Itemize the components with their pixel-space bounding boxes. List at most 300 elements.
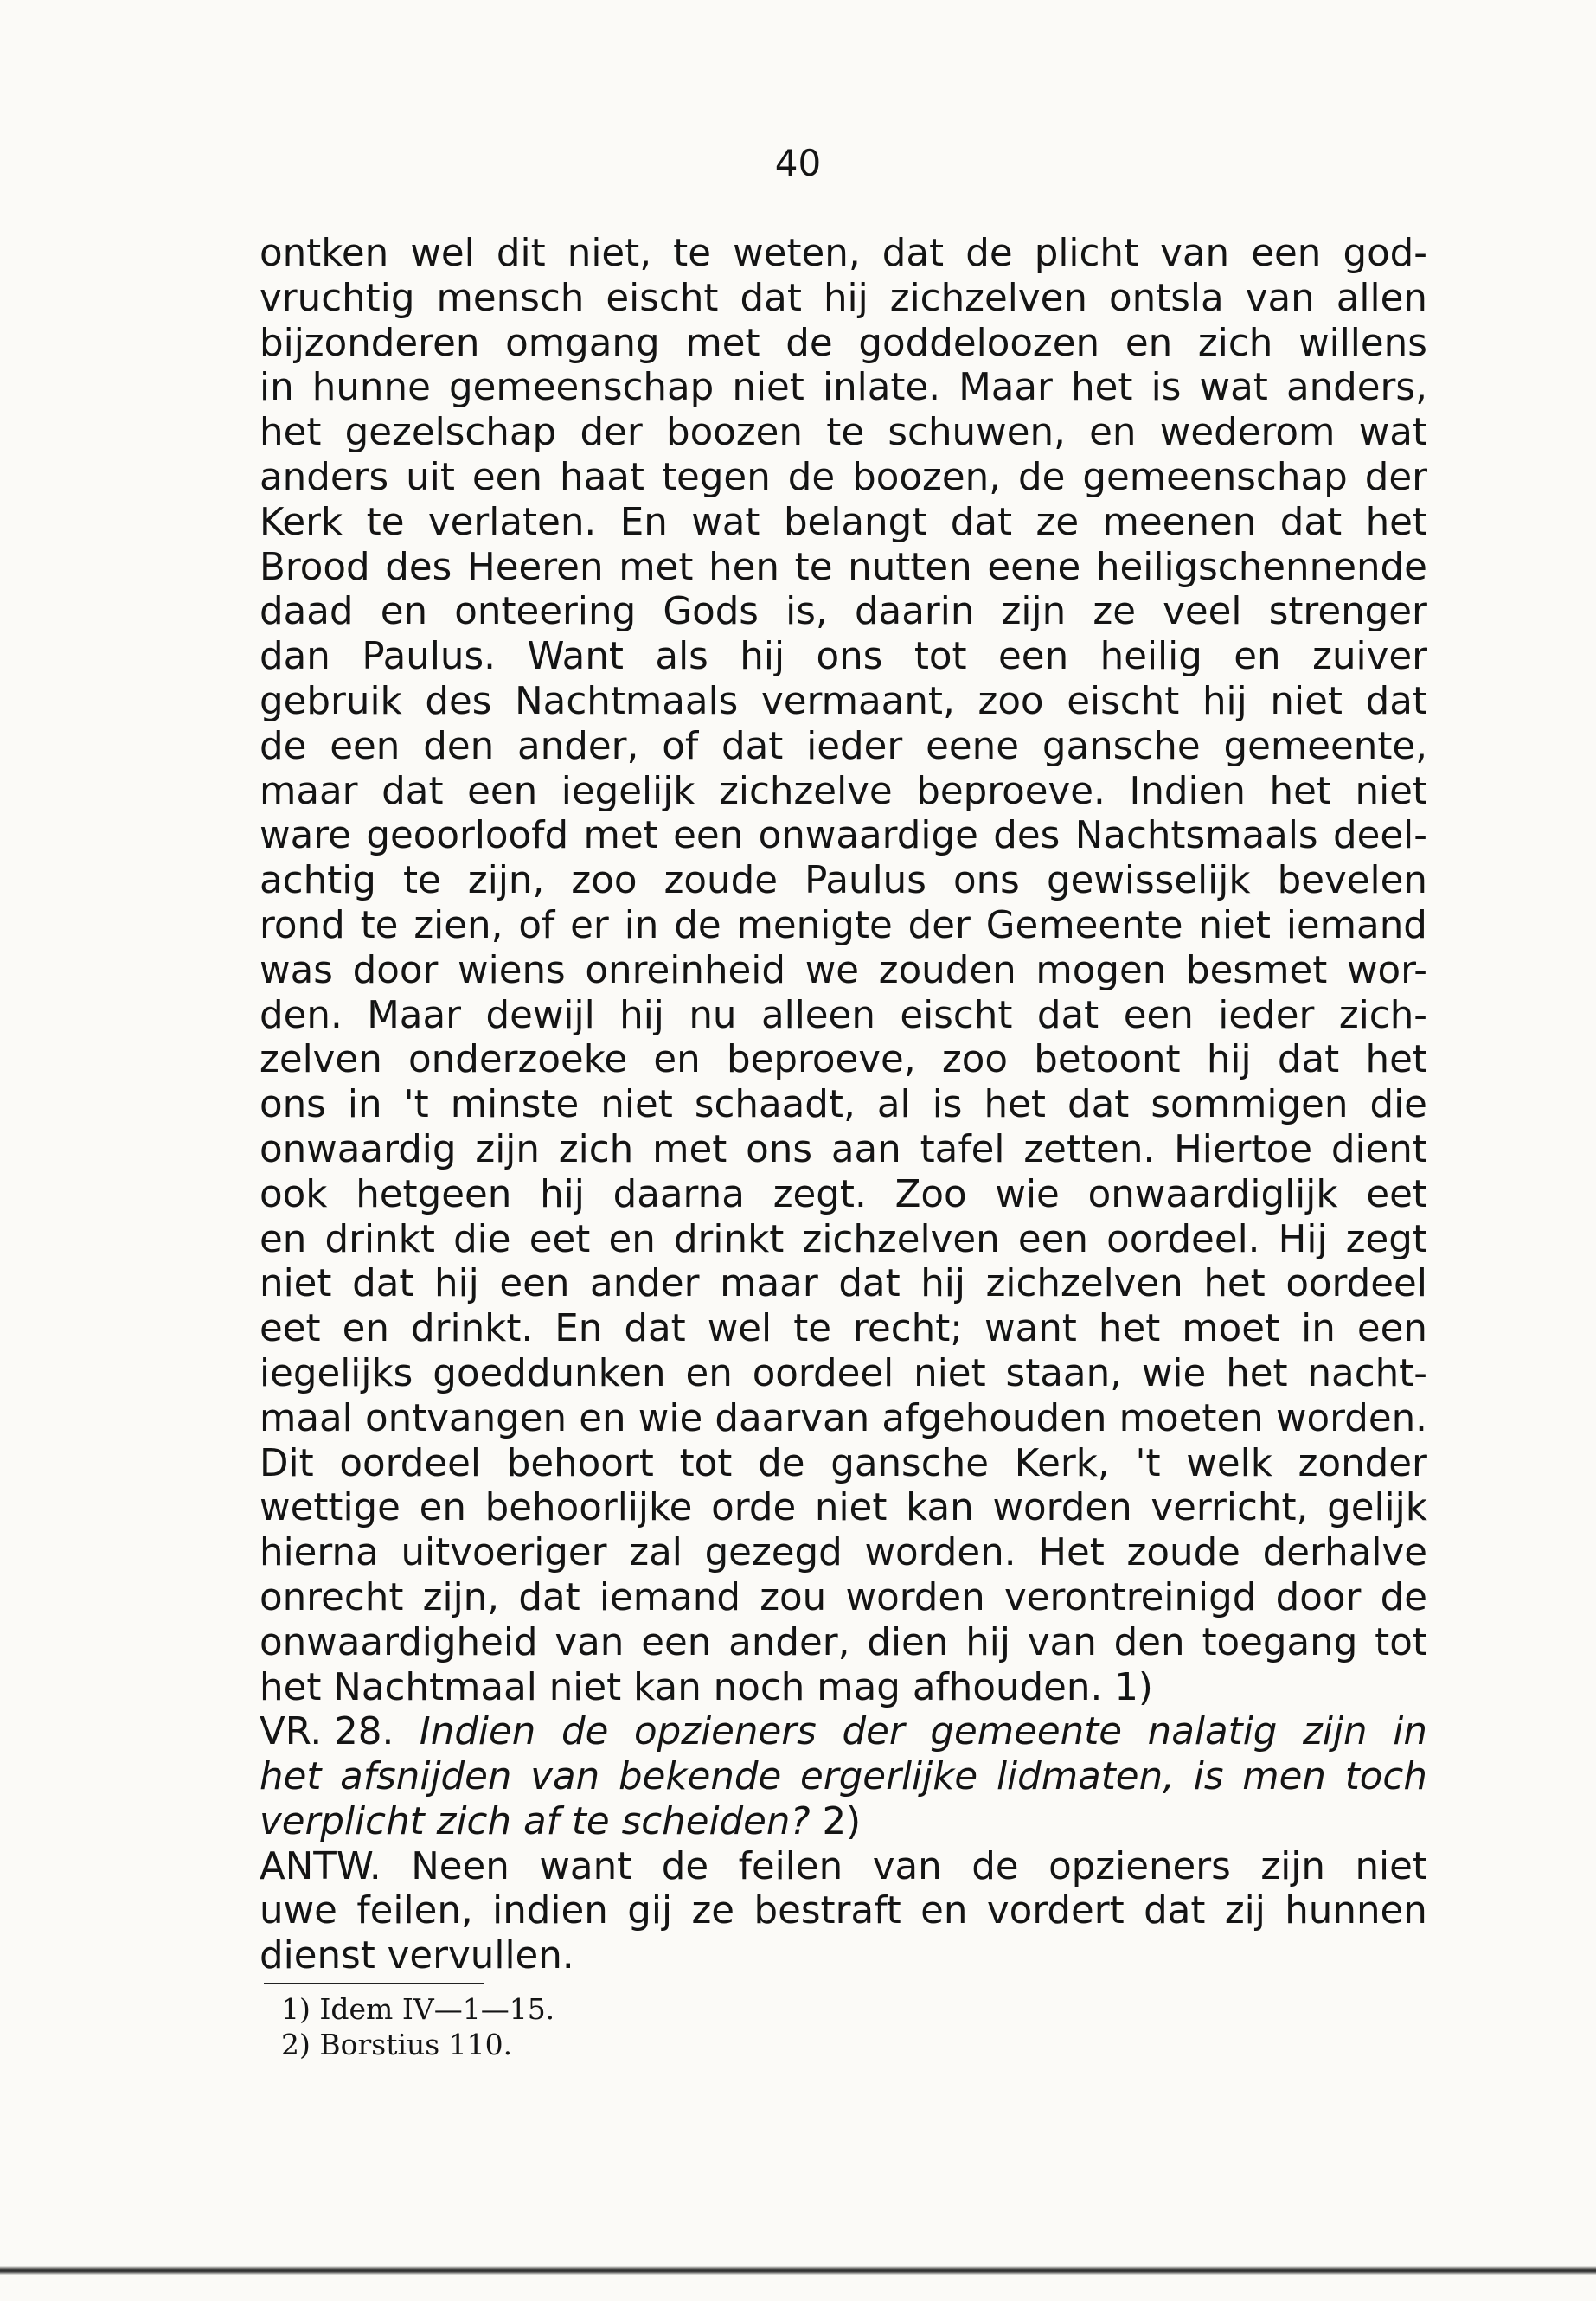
word: hunne	[311, 366, 431, 410]
word: niet	[1355, 1844, 1427, 1888]
word: Paulus.	[362, 635, 496, 679]
word: een	[1356, 1307, 1427, 1351]
word: hierna	[260, 1531, 379, 1575]
word: van	[1160, 232, 1230, 275]
word: hij	[434, 1262, 479, 1306]
word: menigte	[736, 903, 893, 947]
word: dat	[950, 500, 1013, 544]
word: worden.	[1275, 1396, 1427, 1440]
word: derhalve	[1262, 1531, 1427, 1575]
text-line	[260, 994, 1427, 1039]
word: ergerlijke	[800, 1755, 978, 1799]
footnote-2: 2) Borstius 110.	[281, 2028, 513, 2061]
word: der	[580, 411, 643, 455]
word: Want	[527, 635, 624, 679]
word: des	[425, 679, 492, 723]
word: drinkt.	[411, 1307, 534, 1351]
word: tot	[679, 1441, 733, 1485]
word: bijzonderen	[260, 321, 480, 365]
word: door	[352, 948, 439, 992]
word: daad	[260, 590, 354, 634]
word: verplicht	[260, 1799, 425, 1843]
text-line	[260, 1845, 1427, 1890]
word: er	[570, 903, 609, 947]
word: de	[260, 724, 307, 768]
word: is	[1193, 1755, 1224, 1799]
word: nu	[689, 993, 737, 1037]
word: ander	[590, 1262, 700, 1306]
word: is	[932, 1083, 963, 1127]
word: Hiertoe	[1174, 1127, 1312, 1171]
text-line	[260, 1531, 1427, 1576]
word: dat	[1279, 500, 1343, 544]
word: in	[624, 903, 659, 947]
word: Zoo	[894, 1172, 967, 1216]
word: al	[876, 1083, 911, 1127]
word: een	[471, 455, 543, 499]
word: zetten.	[1023, 1127, 1156, 1171]
word: onwaardig	[260, 1127, 457, 1171]
word: bevelen	[1277, 859, 1427, 903]
word: van	[530, 1755, 600, 1799]
word: dat	[838, 1262, 901, 1306]
word: van	[872, 1844, 942, 1888]
word: gemeenschap	[1082, 455, 1348, 499]
text-line	[260, 1800, 1427, 1845]
word: goddeloozen	[858, 321, 1100, 365]
word: die	[453, 1217, 511, 1261]
word: afhouden.	[912, 1665, 1103, 1709]
word: Paulus	[804, 859, 926, 903]
word: iegelijk	[561, 769, 695, 813]
word: hij	[965, 1620, 1010, 1664]
word: zichzelven	[802, 1217, 1000, 1261]
word: uit	[406, 455, 455, 499]
word: het	[1203, 1262, 1266, 1306]
word: tot	[913, 635, 967, 679]
word: een	[998, 635, 1069, 679]
word: dat	[381, 769, 444, 813]
word: gansche	[1042, 724, 1201, 768]
word: te	[826, 411, 865, 455]
text-line	[260, 1442, 1427, 1487]
word: want	[984, 1307, 1077, 1351]
word: te	[794, 545, 833, 589]
word: hij	[823, 276, 869, 320]
word: de	[1018, 455, 1066, 499]
word: gewisselijk	[1046, 859, 1251, 903]
word: vervullen.	[387, 1934, 574, 1978]
word: ware	[260, 814, 351, 858]
text-line	[260, 770, 1427, 815]
word: uwe	[260, 1889, 337, 1933]
word: hij	[740, 635, 785, 679]
word: ander,	[517, 724, 639, 768]
word: ontsla	[1108, 276, 1224, 320]
text-line	[260, 1173, 1427, 1218]
word: Kerk	[260, 500, 343, 544]
text-line	[260, 411, 1427, 456]
word: worden	[992, 1486, 1132, 1530]
word: ze	[1093, 590, 1136, 634]
word: en	[579, 1396, 626, 1440]
word: rond	[260, 903, 345, 947]
word: opzieners	[634, 1710, 817, 1754]
word: bestraft	[753, 1889, 901, 1933]
word: ons	[816, 635, 883, 679]
word: verricht,	[1151, 1486, 1309, 1530]
text-line	[260, 501, 1427, 546]
word: eischt	[900, 993, 1013, 1037]
word: zonder	[1298, 1441, 1427, 1485]
footnote-divider	[264, 1983, 484, 1984]
word: Kerk,	[1014, 1441, 1110, 1485]
word: zoude	[663, 859, 778, 903]
word: heiligschennende	[1095, 545, 1427, 589]
word: 't	[403, 1083, 429, 1127]
word: zichzelve	[719, 769, 893, 813]
word: zich	[1197, 321, 1273, 365]
word: wie	[638, 1396, 703, 1440]
word: zegt.	[772, 1172, 867, 1216]
word: gansche	[830, 1441, 989, 1485]
word: Gemeente	[985, 903, 1183, 947]
text-line	[260, 814, 1427, 859]
word: en	[1234, 635, 1281, 679]
word: of	[662, 724, 699, 768]
text-line	[260, 1218, 1427, 1263]
word: worden	[845, 1575, 985, 1619]
word: recht;	[853, 1307, 963, 1351]
word: Nachtmaals	[515, 679, 739, 723]
word: ieder	[806, 724, 903, 768]
word: dat	[1144, 1889, 1206, 1933]
word: 2)	[822, 1799, 862, 1843]
word: verlaten.	[427, 500, 597, 544]
word: en	[920, 1889, 968, 1933]
word: allen	[1336, 276, 1427, 320]
word: gemeenschap	[448, 366, 715, 410]
text-line	[260, 546, 1427, 591]
word: gezelschap	[344, 411, 557, 455]
word: ontvangen	[364, 1396, 567, 1440]
text-line	[260, 1128, 1427, 1173]
word: af	[522, 1799, 560, 1843]
word: boozen,	[852, 455, 1002, 499]
word: inlate.	[823, 366, 941, 410]
text-line	[260, 1307, 1427, 1352]
text-line	[260, 1934, 1427, 1979]
text-line	[260, 1038, 1427, 1083]
text-line	[260, 1352, 1427, 1397]
word: schaadt,	[694, 1083, 856, 1127]
text-line	[260, 949, 1427, 994]
word: wederom	[1159, 411, 1336, 455]
word: Nachtmaal	[333, 1665, 537, 1709]
word: schuwen,	[888, 411, 1066, 455]
word: zichzelven	[985, 1262, 1183, 1306]
word: iegelijks	[260, 1351, 413, 1395]
word: niet,	[567, 232, 652, 275]
word: hij	[920, 1262, 965, 1306]
text-line	[260, 1576, 1427, 1621]
word: ontken	[260, 232, 389, 275]
word: en	[380, 590, 428, 634]
text-line	[260, 590, 1427, 635]
word: het	[1098, 1307, 1161, 1351]
word: gemeente,	[1223, 724, 1427, 768]
word: des	[993, 814, 1061, 858]
word: niet	[1198, 903, 1271, 947]
word: Indien	[1129, 769, 1246, 813]
word: alleen	[760, 993, 875, 1037]
word: gij	[627, 1889, 673, 1933]
word: den.	[260, 993, 343, 1037]
word: maal	[260, 1396, 353, 1440]
word: mensch	[436, 276, 585, 320]
word: den	[1113, 1620, 1185, 1664]
word: feilen	[738, 1844, 843, 1888]
word: zoo	[571, 859, 638, 903]
word: niet	[913, 1351, 986, 1395]
word: afgehouden	[881, 1396, 1107, 1440]
word: als	[655, 635, 708, 679]
word: in	[260, 366, 294, 410]
word: daarin	[854, 590, 975, 634]
word: te	[571, 1799, 610, 1843]
word: kan	[633, 1665, 702, 1709]
word: nalatig	[1147, 1710, 1278, 1754]
word: eischt	[606, 276, 719, 320]
word: tegen	[662, 455, 771, 499]
text-line	[260, 1889, 1427, 1934]
word: onwaardige	[758, 814, 978, 858]
word: wie	[1141, 1351, 1207, 1395]
word: Dit	[260, 1441, 314, 1485]
word: dat	[518, 1575, 580, 1619]
word: iemand	[1285, 903, 1427, 947]
word: weten,	[733, 232, 861, 275]
word: dat	[740, 276, 802, 320]
word: in	[1301, 1307, 1336, 1351]
text-line	[260, 232, 1427, 277]
page-bottom-edge	[0, 2266, 1596, 2275]
word: zijn,	[467, 859, 545, 903]
word: dienst	[260, 1934, 375, 1978]
text-line	[260, 1710, 1427, 1755]
word: hij	[1202, 679, 1247, 723]
word: zijn	[1260, 1844, 1325, 1888]
word: aan	[830, 1127, 901, 1171]
word: lidmaten,	[996, 1755, 1175, 1799]
word: opzieners	[1048, 1844, 1231, 1888]
word: zouden	[878, 948, 1016, 992]
word: Brood	[260, 545, 370, 589]
word: En	[554, 1307, 603, 1351]
word: iemand	[599, 1575, 740, 1619]
word: hij	[619, 993, 664, 1037]
word: was	[260, 948, 333, 992]
word: nutten	[848, 545, 972, 589]
word: Heeren	[467, 545, 604, 589]
word: onreinheid	[585, 948, 785, 992]
word: wat	[1199, 366, 1268, 410]
word: eischt	[1067, 679, 1180, 723]
word: ANTW.	[260, 1844, 381, 1888]
word: dat	[352, 1262, 414, 1306]
word: dien	[867, 1620, 949, 1664]
word: der	[907, 903, 971, 947]
word: zegt	[1345, 1217, 1427, 1261]
word: mag	[817, 1665, 901, 1709]
text-line	[260, 456, 1427, 501]
word: niet	[548, 1665, 622, 1709]
word: maar	[720, 1262, 818, 1306]
word: goeddunken	[433, 1351, 666, 1395]
word: zal	[629, 1531, 683, 1575]
word: en	[1089, 411, 1137, 455]
text-line	[260, 680, 1427, 725]
word: een	[467, 769, 538, 813]
word: zich	[436, 1799, 512, 1843]
word: een	[330, 724, 401, 768]
word: dan	[260, 635, 330, 679]
word: en	[419, 1486, 466, 1530]
word: ander,	[728, 1620, 850, 1664]
word: te	[366, 500, 405, 544]
word: en	[685, 1351, 733, 1395]
word: moeten	[1118, 1396, 1264, 1440]
word: oordeel	[339, 1441, 481, 1485]
word: meenen	[1102, 500, 1257, 544]
word: de	[561, 1710, 609, 1754]
word: welk	[1186, 1441, 1272, 1485]
text-line	[260, 904, 1427, 949]
text-line	[260, 1621, 1427, 1666]
word: gebruik	[260, 679, 402, 723]
word: gemeente	[930, 1710, 1123, 1754]
word: des	[385, 545, 452, 589]
word: sommigen	[1151, 1083, 1349, 1127]
word: en	[342, 1307, 389, 1351]
word: hij	[1206, 1038, 1252, 1082]
word: orde	[711, 1486, 797, 1530]
word: en	[1125, 321, 1173, 365]
word: 1)	[1114, 1665, 1153, 1709]
word: dat	[624, 1307, 686, 1351]
word: men	[1242, 1755, 1326, 1799]
word: staan,	[1005, 1351, 1122, 1395]
word: niet	[1270, 679, 1343, 723]
word: anders	[260, 455, 389, 499]
word: oordeel.	[1106, 1217, 1260, 1261]
word: het	[1365, 1038, 1427, 1082]
text-line	[260, 366, 1427, 411]
word: zichzelven	[889, 276, 1087, 320]
word: en	[653, 1038, 701, 1082]
word: hen	[708, 545, 779, 589]
word: te	[793, 1307, 832, 1351]
word: het	[260, 1665, 322, 1709]
word: Hij	[1278, 1217, 1328, 1261]
word: noch	[713, 1665, 805, 1709]
word: met	[619, 545, 694, 589]
text-line	[260, 1397, 1427, 1442]
word: wettige	[260, 1486, 401, 1530]
word: zoo	[941, 1038, 1008, 1082]
word: niet	[1355, 769, 1427, 813]
word: en	[260, 1217, 307, 1261]
word: die	[1369, 1083, 1427, 1127]
word: de	[1380, 1575, 1427, 1619]
word: wel	[707, 1307, 772, 1351]
word: ieder	[1218, 993, 1315, 1037]
word: gelijk	[1327, 1486, 1427, 1530]
word: heilig	[1099, 635, 1202, 679]
word: zijn,	[422, 1575, 500, 1619]
word: zij	[1224, 1889, 1266, 1933]
word: zijn	[1303, 1710, 1368, 1754]
word: feilen,	[356, 1889, 473, 1933]
word: eet	[260, 1307, 321, 1351]
word: plicht	[1034, 232, 1139, 275]
word: eet	[1366, 1172, 1427, 1216]
word: bekende	[619, 1755, 782, 1799]
word: de	[787, 455, 836, 499]
footnote-1: 1) Idem IV—1—15.	[281, 1992, 555, 2026]
word: vordert	[986, 1889, 1125, 1933]
word: beproeve,	[727, 1038, 916, 1082]
word: ze	[1035, 500, 1080, 544]
word: zijn	[475, 1127, 540, 1171]
word: dat	[1067, 1083, 1130, 1127]
word: wel	[410, 232, 475, 275]
word: wiens	[458, 948, 566, 992]
text-line	[260, 725, 1427, 770]
word: Gods	[663, 590, 759, 634]
word: het	[1365, 500, 1427, 544]
word: En	[619, 500, 668, 544]
word: zich	[558, 1127, 634, 1171]
word: de	[661, 1844, 709, 1888]
word: achtig	[260, 859, 376, 903]
word: afsnijden	[340, 1755, 512, 1799]
word: de	[971, 1844, 1019, 1888]
word: daarvan	[715, 1396, 870, 1440]
word: dient	[1330, 1127, 1427, 1171]
footnotes	[281, 1991, 554, 2062]
word: een	[1123, 993, 1194, 1037]
word: den	[423, 724, 495, 768]
word: met	[685, 321, 760, 365]
word: dat	[1277, 1038, 1340, 1082]
word: het	[1071, 366, 1133, 410]
word: dit	[496, 232, 546, 275]
word: tot	[1375, 1620, 1427, 1664]
word: te	[673, 232, 711, 275]
word: wor-	[1346, 948, 1427, 992]
word: anders,	[1285, 366, 1427, 410]
word: dewijl	[485, 993, 595, 1037]
text-line	[260, 635, 1427, 680]
word: een	[1017, 1217, 1088, 1261]
word: is,	[785, 590, 828, 634]
word: deel-	[1333, 814, 1427, 858]
word: drinkt	[673, 1217, 785, 1261]
word: ons	[260, 1083, 326, 1127]
word: veel	[1163, 590, 1242, 634]
word: zoude	[1126, 1531, 1240, 1575]
